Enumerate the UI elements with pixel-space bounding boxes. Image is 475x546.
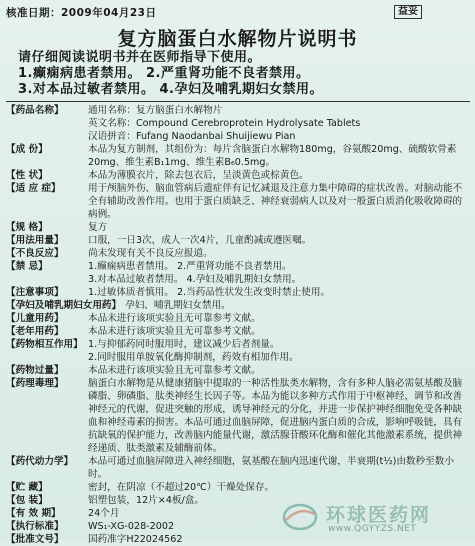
section-value <box>86 104 470 143</box>
warning-line: 3.对本品过敏者禁用。 4.孕妇及哺乳期妇女禁用。 <box>18 82 323 97</box>
section-text: 本品为复方制剂，其组份为：每片含脑蛋白水解物180mg，谷氨酸20mg、硫酸软骨素20mg、维生素B₁1mg、维生素B₆0.5mg。 <box>88 144 457 168</box>
section-row <box>6 455 470 481</box>
warning-box <box>12 50 464 98</box>
section-text: 英文名称：Compound Cerebroprotein Hydrolysate Tablets <box>88 118 361 129</box>
section-value <box>86 377 470 455</box>
section-text: 1.过敏体质者慎用。 2.当药品性状发生改变时禁止使用。 <box>88 287 331 298</box>
section-value <box>86 312 470 325</box>
section-row <box>6 104 470 143</box>
section-text: 复方 <box>88 222 108 233</box>
section-label: 【执行标准】 <box>6 521 64 532</box>
section-text: 密封，在阴凉（不超过20℃）干燥处保存。 <box>88 482 275 493</box>
section-text: 1.癫痫病患者禁用。 2.严重肾功能不良者禁用。 <box>88 261 292 272</box>
section-label: 【药代动力学】 <box>6 456 74 467</box>
section-text: 脑蛋白水解物是从健康猪脑中提取的一种活性肽类水解物，含有多种人脑必需氨基酸及脑磷脂、卵磷脂、肽类神经生长因子等。本品为能以多种方式作用于中枢神经，调节和改善神经元的代谢，促进突触的形成，诱导神经元的分化，并进一步保护神经细胞免受各种缺血和神经毒素的损害。本品可通过血脑屏障，促进脑内蛋白质的合成，影响呼吸链，具有抗缺氧的保护能力，改善脑内能量代谢，激活腺苷酸环化酶和催化其他激素系统，提供神经递质、肽类激素及辅酶前体。 <box>88 378 463 454</box>
section-row <box>6 247 470 260</box>
section-text: 本品未进行该项实验且无可靠参考文献。 <box>88 326 261 337</box>
section-label: 【适 应 症】 <box>6 183 61 194</box>
section-label: 【药理毒理】 <box>6 378 64 389</box>
section-text: 本品为薄膜衣片，除去包衣后，呈淡黄色或棕黄色。 <box>88 170 309 181</box>
section-label: 【孕妇及哺乳期妇女用药】 <box>6 300 122 311</box>
section-text: 通用名称：复方脑蛋白水解物片 <box>88 105 223 116</box>
brand-tag: 益妥 <box>394 5 422 19</box>
section-label: 【儿童用药】 <box>6 313 64 324</box>
approval-date: 核准日期：2009年04月23日 <box>6 7 157 19</box>
globe-logo-icon <box>282 502 318 532</box>
section-text: 尚未发现有关不良反应报道。 <box>88 248 213 259</box>
section-label: 【老年用药】 <box>6 326 64 337</box>
section-value <box>86 325 470 338</box>
leaflet-sections <box>6 104 470 546</box>
section-label: 【成 份】 <box>6 144 48 155</box>
header-bar <box>2 2 472 24</box>
section-label: 【性 状】 <box>6 170 48 181</box>
section-text: 铝塑包装，12片×4板/盒。 <box>88 495 204 506</box>
section-value <box>86 364 470 377</box>
section-row <box>6 143 470 169</box>
section-text: 本品可通过血脑屏障进入神经细胞，氨基酸在脑内迅速代谢，半衰期(t½)由数秒至数小时。 <box>88 456 454 480</box>
section-value <box>123 299 470 312</box>
section-text: 本品未进行该项实验且无可靠参考文献。 <box>88 313 261 324</box>
section-row <box>6 364 470 377</box>
section-label: 【药物过量】 <box>6 365 64 376</box>
section-text: WS₁-XG-028-2002 <box>88 521 175 532</box>
section-label: 【不良反应】 <box>6 248 64 259</box>
section-label: 【药物相互作用】 <box>6 339 83 350</box>
section-text: 汉语拼音：Fufang Naodanbai Shuijiewu Pian <box>88 131 296 142</box>
section-row <box>6 338 470 364</box>
section-label: 【批准文号】 <box>6 534 64 545</box>
watermark-url: www.QGYYZS.NET <box>328 524 417 534</box>
section-label: 【有 效 期】 <box>6 508 61 519</box>
section-value <box>86 260 470 286</box>
warning-line: 请仔细阅读说明书并在医师指导下使用。 <box>18 50 262 65</box>
section-value <box>86 143 470 169</box>
section-text: 用于颅脑外伤、脑血管病后遗症伴有记忆减退及注意力集中障碍的症状改善。对脑动能不全有辅助改善作用。也用于蛋白质缺乏、神经衰弱病人以及对一般蛋白质消化吸收障碍的病例。 <box>88 183 463 220</box>
section-value <box>86 455 470 481</box>
section-row <box>6 481 470 494</box>
section-label: 【注意事项】 <box>6 287 64 298</box>
section-row <box>6 221 470 234</box>
section-text: 3.对本品过敏者禁用。 4.孕妇及哺乳期妇女禁用。 <box>88 274 302 285</box>
section-label: 【禁 忌】 <box>6 261 48 272</box>
section-row <box>6 377 470 455</box>
section-row <box>6 182 470 221</box>
section-text: 国药准字H22024562 <box>88 534 183 545</box>
section-row <box>6 286 470 299</box>
section-text: 孕妇、哺乳期妇女禁用。 <box>125 300 231 311</box>
section-row <box>6 312 470 325</box>
section-row <box>6 234 470 247</box>
section-row <box>6 299 470 312</box>
watermark <box>272 500 472 538</box>
section-label: 【规 格】 <box>6 222 48 233</box>
section-value <box>86 481 470 494</box>
section-text: 24个月 <box>88 508 120 519</box>
watermark-name: 环球医药网 <box>326 504 432 526</box>
page-title: 复方脑蛋白水解物片说明书 <box>117 28 358 50</box>
section-value <box>86 338 470 364</box>
section-label: 【包 装】 <box>6 495 48 506</box>
section-label: 【药品名称】 <box>6 105 64 116</box>
section-row <box>6 169 470 182</box>
section-text: 口服，一日3次，成人一次4片，儿童酌减或遵医嘱。 <box>88 235 312 246</box>
section-text: 1.与抑郁药同时服用时，建议减少后者剂量。 <box>88 339 280 350</box>
section-value <box>86 247 470 260</box>
section-row <box>6 325 470 338</box>
section-value <box>86 286 470 299</box>
divider <box>6 101 470 102</box>
section-value <box>86 221 470 234</box>
section-value <box>86 169 470 182</box>
section-text: 本品未进行该项实验且无可靠参考文献。 <box>88 365 261 376</box>
section-value <box>86 234 470 247</box>
section-value <box>86 182 470 221</box>
section-label: 【用法用量】 <box>6 235 64 246</box>
section-text: 2.同时服用单胺氧化酶抑制剂，药效有相加作用。 <box>88 352 299 363</box>
section-row <box>6 260 470 286</box>
warning-line: 1.癫痫病患者禁用。 2.严重肾功能不良者禁用。 <box>18 66 310 81</box>
section-label: 【贮 藏】 <box>6 482 48 493</box>
